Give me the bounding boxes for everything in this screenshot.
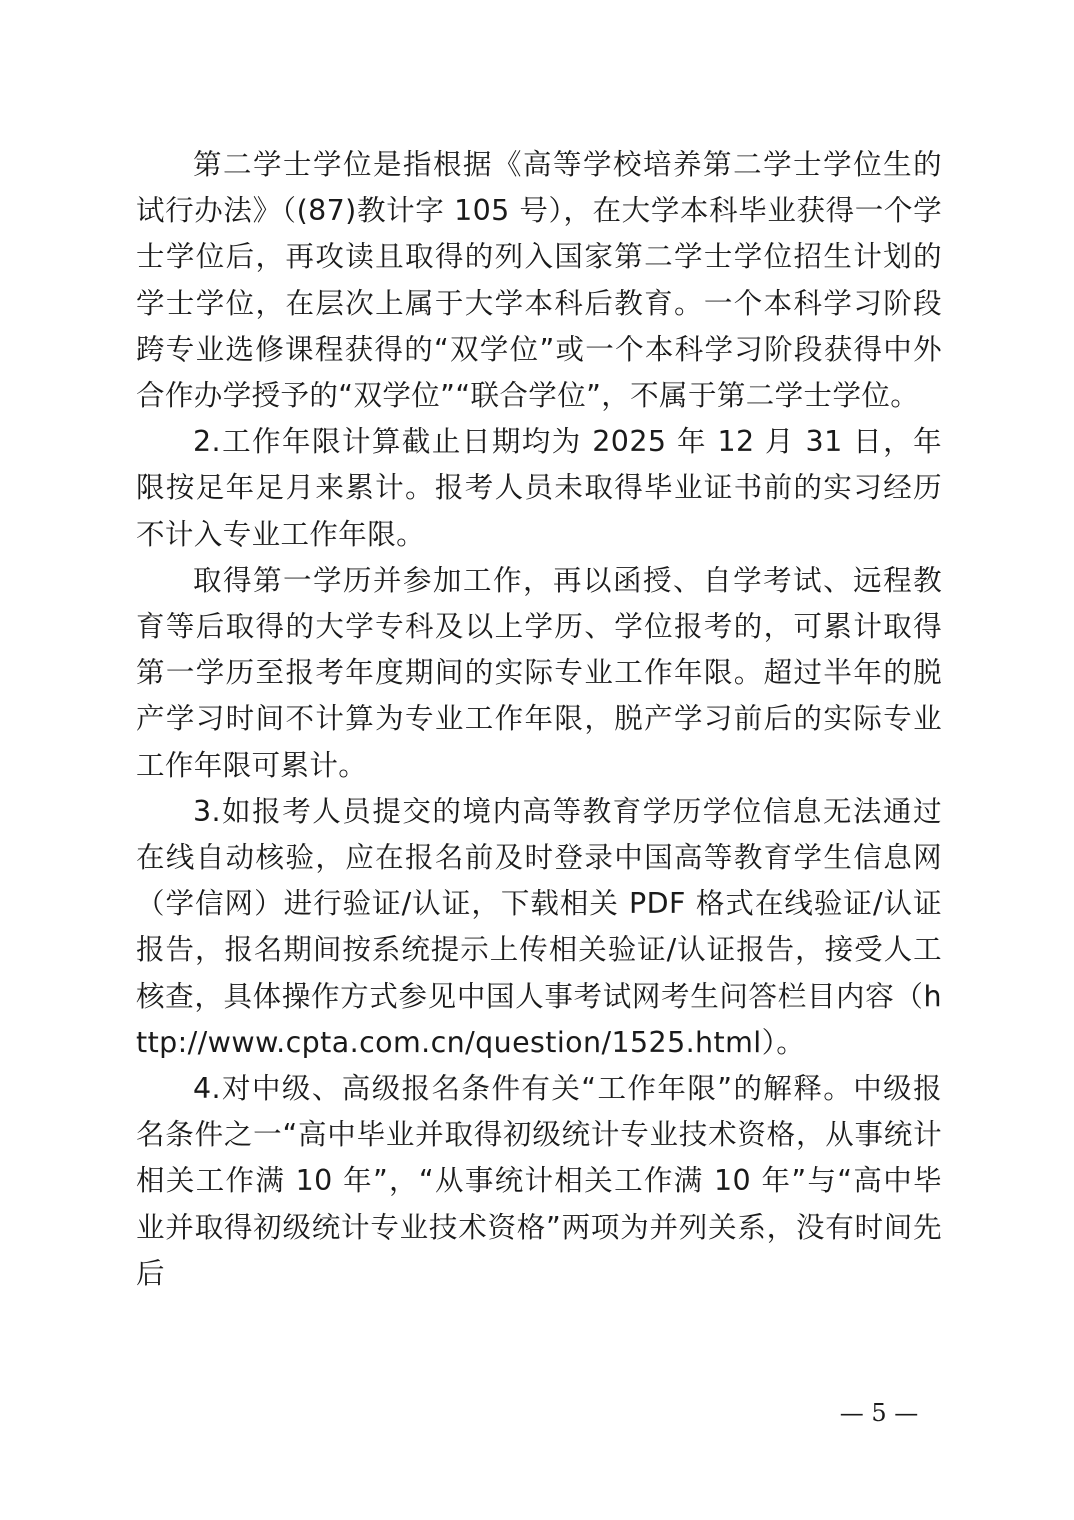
page-number: — 5 — xyxy=(839,1399,919,1427)
paragraph-work-years-deadline: 2.工作年限计算截止日期均为 2025 年 12 月 31 日，年限按足年足月来累计。报考人员未取得毕业证书前的实习经历不计入专业工作年限。 xyxy=(136,425,942,551)
paragraph-second-degree: 第二学士学位是指根据《高等学校培养第二学士学位生的试行办法》（(87)教计字 105 号），在大学本科毕业获得一个学士学位后，再攻读且取得的列入国家第二学士学位招生计划的学士学位，在层次上属于大学本科后教育。一个本科学习阶段跨专业选修课程获得的“双学位”或一个本科学习阶段获得中外合作办学授予的“双学位”“联合学位”，不属于第二学士学位。 xyxy=(136,148,942,413)
paragraph-work-years-explanation: 4.对中级、高级报名条件有关“工作年限”的解释。中级报名条件之一“高中毕业并取得初级统计专业技术资格，从事统计相关工作满 10 年”，“从事统计相关工作满 10 年”与“高中毕业并取得初级统计专业技术资格”两项为并列关系，没有时间先后 xyxy=(136,1072,942,1290)
paragraph-degree-verification: 3.如报考人员提交的境内高等教育学历学位信息无法通过在线自动核验，应在报名前及时登录中国高等教育学生信息网（学信网）进行验证/认证，下载相关 PDF 格式在线验证/认证报告，报名期间按系统提示上传相关验证/认证报告，接受人工核查，具体操作方式参见中国人事考试网考生问答栏目内容（http://www.cpta.com.cn/question/1525.html）。 xyxy=(136,794,942,1059)
paragraph-cumulative-years: 取得第一学历并参加工作，再以函授、自学考试、远程教育等后取得的大学专科及以上学历、学位报考的，可累计取得第一学历至报考年度期间的实际专业工作年限。超过半年的脱产学习时间不计算为专业工作年限，脱产学习前后的实际专业工作年限可累计。 xyxy=(136,563,942,782)
body-text xyxy=(136,142,942,1297)
